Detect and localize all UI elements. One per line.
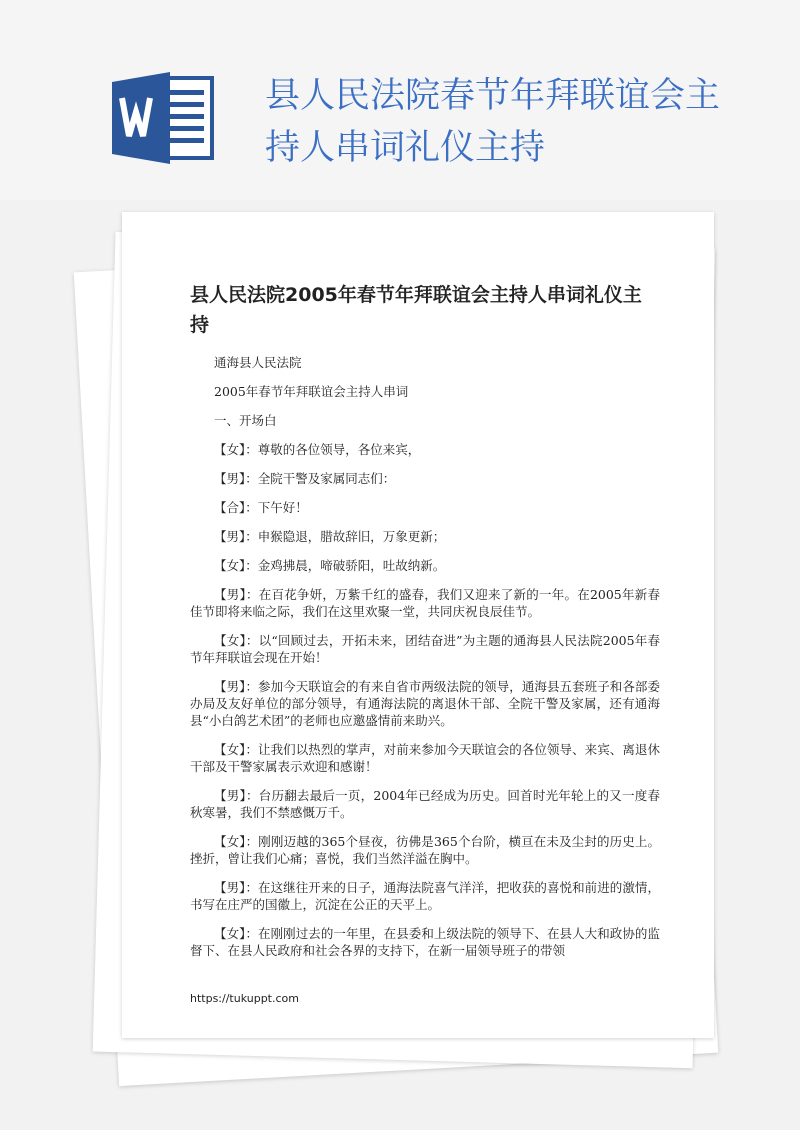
document-body <box>190 354 660 971</box>
header-title: 县人民法院春节年拜联谊会主持人串词礼仪主持 <box>265 76 721 168</box>
paragraph: 【女】：刚刚迈越的365个昼夜，彷佛是365个台阶，横亘在未及尘封的历史上。挫折，曾让我们心痛；喜悦，我们当然洋溢在胸中。 <box>190 834 660 866</box>
footer-url: https://tukuppt.com <box>190 992 299 1005</box>
text-line: 【男】：全院干警及家属同志们： <box>214 471 396 486</box>
page-header <box>0 0 800 200</box>
text-line: 通海县人民法院 <box>214 355 302 370</box>
paragraph: 【女】：以“回顾过去，开拓未来，团结奋进”为主题的通海县人民法院2005年春节年拜联谊会现在开始！ <box>190 633 660 665</box>
paragraph: 【男】：台历翻去最后一页，2004年已经成为历史。回首时光年轮上的又一度春秋寒暑，我们不禁感慨万千。 <box>190 788 660 820</box>
paragraph: 【男】：参加今天联谊会的有来自省市两级法院的领导，通海县五套班子和各部委办局及友好单位的部分领导，有通海法院的离退休干部、全院干警及家属，还有通海县“小白鸽艺术团”的老师也应邀盛情前来助兴。 <box>190 679 660 728</box>
text-line: 2005年春节年拜联谊会主持人串词 <box>214 384 409 399</box>
paragraph: 【女】：让我们以热烈的掌声，对前来参加今天联谊会的各位领导、来宾、离退休干部及干警家属表示欢迎和感谢！ <box>190 742 660 774</box>
text-line: 【男】：申猴隐退，腊故辞旧，万象更新； <box>214 529 446 544</box>
paragraph: 【男】：在百花争妍，万紫千红的盛春，我们又迎来了新的一年。在2005年新春佳节即将来临之际，我们在这里欢聚一堂，共同庆祝良辰佳节。 <box>190 587 660 619</box>
paragraph: 【男】：在这继往开来的日子，通海法院喜气洋洋，把收获的喜悦和前进的激情，书写在庄严的国徽上，沉淀在公正的天平上。 <box>190 880 660 912</box>
text-line: 【女】：金鸡拂晨，啼破骄阳，吐故纳新。 <box>214 558 446 573</box>
paragraph: 【女】：在刚刚过去的一年里，在县委和上级法院的领导下、在县人大和政协的监督下、在县人民政府和社会各界的支持下，在新一届领导班子的带领 <box>190 926 660 958</box>
text-line: 【合】：下午好！ <box>214 500 308 515</box>
section-heading: 一、开场白 <box>214 413 277 428</box>
word-document-icon <box>112 72 216 164</box>
text-line: 【女】：尊敬的各位领导，各位来宾， <box>214 442 421 457</box>
document-title: 县人民法院2005年春节年拜联谊会主持人串词礼仪主持 <box>190 284 642 336</box>
